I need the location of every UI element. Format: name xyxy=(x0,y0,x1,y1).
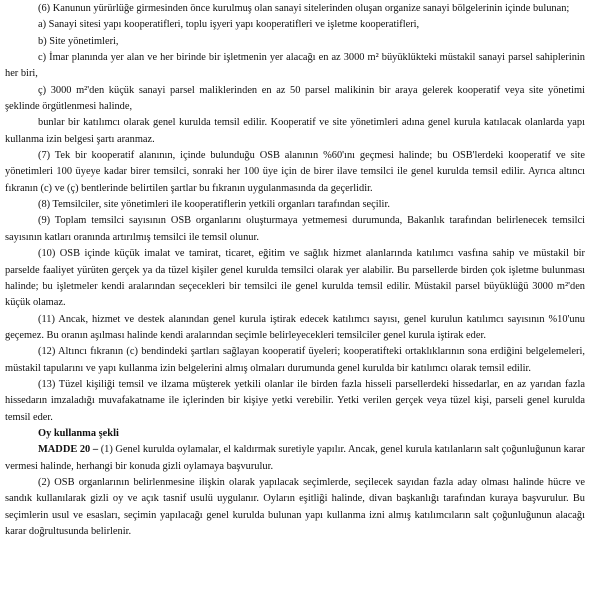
paragraph-7: (7) Tek bir kooperatif alanının, içinde bulunduğu OSB alanının %60'ını geçmesi halinde; bu OSB'lerdeki kooperatif ve site yönetimleri 100 üyeye kadar birer temsilci, sonraki her 100 üye için de birer ilave temsilci ile genel kurulda temsil edilir. Ayrıca altıncı fıkranın (c) ve (ç) bentlerinde belirtilen şartlar bu fıkranın uygulanmasında da geçerlidir. xyxy=(5,150,585,194)
article-20-paragraph-2: (2) OSB organlarının belirlenmesine ilişkin olarak yapılacak seçimlerde, seçilecek sayıdan fazla aday olması halinde hücre ve sandık kullanılarak gizli oy ve açık tasnif usulü uygulanır. Oyların eşitliği halinde, divan başkanlığı tarafından kuraya başvurulur. Bu seçimlerin usul ve esasları, seçimin yapılacağı genel kurulda bulunan yapı kullanma izni almış katılımcıların salt çoğunluğunun alacağı karar doğrultusunda belirlenir. xyxy=(5,476,585,537)
article-label: MADDE 20 – xyxy=(38,444,99,456)
paragraph-9: (9) Toplam temsilci sayısının OSB organlarını oluşturmaya yetmemesi durumunda, Bakanlık tarafından belirlenecek temsilci sayısının katları oranında artırılmış temsilci ile temsil olunur. xyxy=(5,215,585,243)
paragraph-6: (6) Kanunun yürürlüğe girmesinden önce kurulmuş olan sanayi sitelerinden oluşan organize sanayi bölgelerinin içinde bulunan; xyxy=(38,3,570,14)
paragraph-6c: c) İmar planında yer alan ve her birinde bir işletmenin yer alacağı en az 3000 m² büyüklükteki müstakil sanayi parsel sahiplerinin her biri, xyxy=(5,52,585,80)
article-20-paragraph-1-text: (1) Genel kurulda oylamalar, el kaldırmak suretiyle yapılır. Ancak, genel kurula katılanların salt çoğunluğunun karar vermesi halinde, herhangi bir konuda gizli oylamaya başvurulur. xyxy=(5,444,585,472)
paragraph-6cc: ç) 3000 m²'den küçük sanayi parsel maliklerinden en az 50 parsel malikinin bir araya gelerek kooperatif veya site yönetimi şeklinde örgütlenmesi halinde, xyxy=(5,84,585,113)
paragraph-11: (11) Ancak, hizmet ve destek alanından genel kurula iştirak edecek katılımcı sayısı, genel kurulun katılımcı sayısının %10'unu geçemez. Bu oranın aşılması halinde kendi aralarından seçimle belirleyecekleri temsilciler genel kurula iştirak eder. xyxy=(5,313,585,341)
paragraph-13: (13) Tüzel kişiliği temsil ve ilzama müşterek yetkili olanlar ile birden fazla hisseli parsellerdeki hissedarlar, en az yarıdan fazla hissedarın imzaladığı muvafakatname ile içlerinden bir kişiye yetki verebilir. Yetki verilen gerçek veya tüzel kişi, parseli genel kurulda temsil eder. xyxy=(5,378,585,423)
paragraph-6a: a) Sanayi sitesi yapı kooperatifleri, toplu işyeri yapı kooperatifleri ve işletme kooperatifleri, xyxy=(38,19,420,31)
paragraph-6b: b) Site yönetimleri, xyxy=(38,35,119,47)
paragraph-6-conclusion: bunlar bir katılımcı olarak genel kurulda temsil edilir. Kooperatif ve site yönetimleri adına genel kurula katılacak olanlarda yapı kullanma izin belgesi şartı aranmaz. xyxy=(5,117,585,145)
article-20-paragraph-1 xyxy=(5,442,585,475)
paragraph-10: (10) OSB içinde küçük imalat ve tamirat, ticaret, eğitim ve sağlık hizmet alanlarında katılımcı vasfına sahip ve müstakil bir parselde faaliyet yürüten gerçek ya da tüzel kişiler genel kurulda temsilci olarak yer alabilir. Bu parsellerde birden çok işletme bulunması halinde; bu işletmeler kendi aralarından seçecekleri bir temsilci ile genel kurulda temsil edilir. Müstakil parsel büyüklüğü 3000 m²'den küçük olamaz. xyxy=(5,248,585,309)
paragraph-8: (8) Temsilciler, site yönetimleri ile kooperatiflerin yetkili organları tarafından seçilir. xyxy=(38,199,390,211)
paragraph-12: (12) Altıncı fıkranın (c) bendindeki şartları sağlayan kooperatif üyeleri; kooperatifteki ortaklıklarının sona erdiğini belgelemeleri, müstakil tapularını ve yapı kullanma izin belgelerini almış olmaları durumunda genel kurulda bir katılımcı olarak temsil edilir. xyxy=(5,346,585,374)
section-heading: Oy kullanma şekli xyxy=(38,427,119,439)
